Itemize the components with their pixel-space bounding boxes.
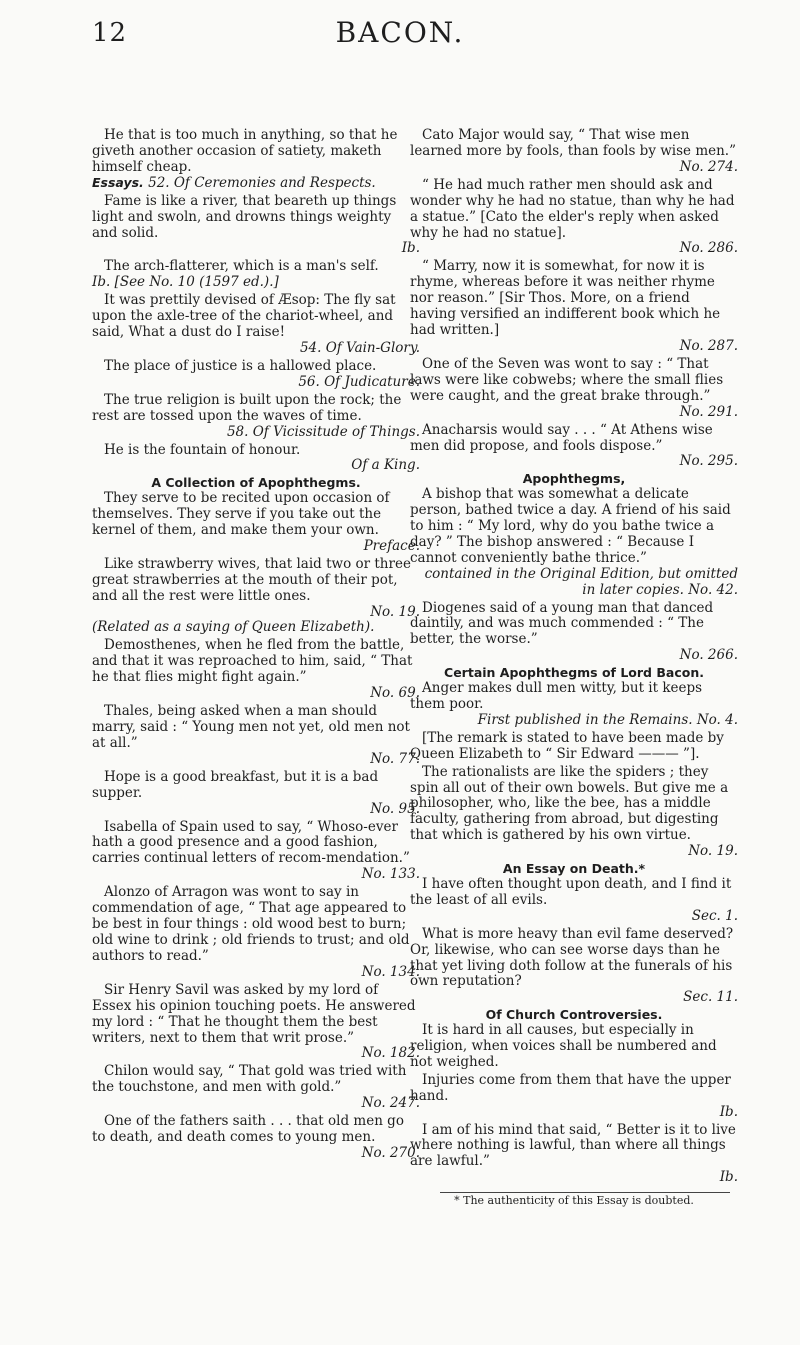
source-citation: Ib. <box>719 1169 738 1186</box>
quotation-entry <box>92 820 420 884</box>
quotation-text: I have often thought upon death, and I find it the least of all evils. <box>410 875 732 908</box>
quotation-entry <box>92 443 420 475</box>
source-citation: No. 133. <box>361 866 420 883</box>
quotation-entry <box>92 393 420 441</box>
quotation-entry <box>92 704 420 768</box>
source-citation: contained in the Original Edition, but omitted in later copies. No. 42. <box>424 565 738 598</box>
quotation-text: Sir Henry Savil was asked by my lord of Essex his opinion touching poets. He answered my lord : “ That he thought them the best writers, next to them that writ prose.” <box>92 981 416 1046</box>
quotation-entry <box>92 885 420 981</box>
source-citation: First published in the Remains. No. 4. <box>477 711 738 728</box>
quotation-entry <box>410 862 738 925</box>
source-citation: No. 287. <box>679 337 738 354</box>
quotation-text: Anger makes dull men witty, but it keeps them poor. <box>410 680 703 712</box>
running-title: BACON. <box>335 16 465 49</box>
source-citation: Sec. 1. <box>691 907 738 924</box>
quotation-entry <box>410 731 738 763</box>
quotation-entry <box>410 666 738 729</box>
quotation-text: Hope is a good breakfast, but it is a bad supper. <box>92 768 379 801</box>
quotation-entry <box>92 983 420 1063</box>
quotation-text: One of the fathers saith . . . that old men go to death, and death comes to young men. <box>92 1113 404 1146</box>
source-citation: No. 266. <box>679 647 738 664</box>
quotation-entry <box>92 770 420 818</box>
quotation-text: “ Marry, now it is somewhat, for now it is rhyme, whereas before it was neither rhyme nor reason.” [Sir Thos. More, on a friend having versified an indifferent book which he had written.] <box>410 258 721 339</box>
quotation-entry <box>92 359 420 391</box>
quotation-entry <box>410 357 738 421</box>
section-heading: A Collection of Apophthegms. <box>151 475 361 491</box>
source-citation: No. 134. <box>361 963 420 980</box>
quotation-entry <box>410 1073 738 1121</box>
quotation-text: A bishop that was somewhat a delicate person, bathed twice a day. A friend of his said to him : “ My lord, why do you bathe twice a day? ” The bishop answered : “ Because I cannot conveniently bathe thrice.” <box>410 486 731 566</box>
quotation-text: Isabella of Spain used to say, “ Whoso-ever hath a good presence and a good fashion, carries continual letters of recom-mendation.” <box>92 818 410 867</box>
source-citation: No. 19. <box>370 603 420 620</box>
section-heading: Certain Apophthegms of Lord Bacon. <box>444 665 704 681</box>
source-citation: 54. Of Vain-Glory. <box>299 339 420 356</box>
section-heading: Apophthegms, <box>522 471 626 487</box>
source-citation: Sec. 11. <box>683 989 738 1006</box>
source-citation: Preface. <box>363 537 420 554</box>
quotation-entry <box>92 476 420 554</box>
quotation-text: He that is too much in anything, so that he giveth another occasion of satiety, maketh himself cheap. <box>92 127 398 175</box>
source-citation: No. 270. <box>361 1144 420 1161</box>
source-citation: No. 19. <box>688 843 738 860</box>
quotation-entry <box>410 128 738 176</box>
quotation-entry <box>410 178 738 258</box>
quotation-text: Cato Major would say, “ That wise men learned more by fools, than fools by wise men.” <box>410 127 736 159</box>
quotation-entry <box>410 1123 738 1187</box>
source-citation: No. 286. <box>679 240 738 257</box>
quotation-text: Alonzo of Arragon was wont to say in commendation of age, “ That age appeared to be best in four things : old wood best to burn; old wine to drink ; old friends to trust; and old authors to read.” <box>92 884 410 964</box>
quotation-text: It is hard in all causes, but especially in religion, when voices shall be numbered and not weighed. <box>410 1022 717 1070</box>
quotation-text: Thales, being asked when a man should marry, said : “ Young men not yet, old men not at all.” <box>92 703 410 751</box>
quotation-text: The place of justice is a hallowed place. <box>104 357 377 374</box>
source-citation: No. 69. <box>370 685 420 702</box>
source-citation: No. 247. <box>361 1095 420 1112</box>
quotation-entry <box>92 557 420 637</box>
source-citation: No. 182. <box>361 1045 420 1062</box>
left-column <box>92 128 420 1164</box>
quotation-text: It was prettily devised of Æsop: The fly sat upon the axle-tree of the chariot-wheel, and said, What a dust do I raise! <box>92 292 396 341</box>
quotation-text: One of the Seven was wont to say : “ That laws were like cobwebs; where the small flies were caught, and the great brake through.” <box>410 355 724 404</box>
quotation-text: He is the fountain of honour. <box>104 441 301 458</box>
quotation-text: Injuries come from them that have the upper hand. <box>410 1071 731 1104</box>
quotation-entry <box>410 765 738 861</box>
quotation-text: Chilon would say, “ That gold was tried with the touchstone, and men with gold.” <box>92 1063 407 1096</box>
quotation-entry <box>92 259 420 291</box>
quotation-text: “ He had much rather men should ask and wonder why he had no statue, than why he had a statue.” [Cato the elder's reply when asked why he had no statue]. <box>410 176 735 241</box>
source-citation: Of a King. <box>351 457 420 474</box>
source-citation: No. 95. <box>370 800 420 817</box>
quotation-text: What is more heavy than evil fame deserved? Or, likewise, who can see worse days than he that yet living doth follow at the funerals of his own reputation? <box>410 925 734 990</box>
footnote: * The authenticity of this Essay is doubted. <box>454 1194 694 1208</box>
source-citation: No. 295. <box>679 453 738 470</box>
source-citation: 56. Of Judicature. <box>298 373 420 390</box>
quotation-text: Diogenes said of a young man that danced daintily, and was much commended : “ The better, the worse.” <box>410 599 714 648</box>
section-heading: Of Church Controversies. <box>485 1007 663 1023</box>
source-citation: Ib. <box>719 1103 738 1120</box>
quotation-entry <box>92 638 420 702</box>
quotation-entry <box>92 293 420 357</box>
quotation-entry <box>92 1114 420 1162</box>
source-citation: No. 291. <box>679 403 738 420</box>
attribution-note: (Related as a saying of Queen Elizabeth). <box>92 619 375 636</box>
source-citation: 58. Of Vicissitude of Things. <box>226 423 420 440</box>
quotation-entry <box>410 1008 738 1071</box>
source-citation: Ib. [See No. 10 (1597 ed.).] <box>92 274 279 291</box>
quotation-text: The true religion is built upon the rock; the rest are tossed upon the waves of time. <box>92 391 402 424</box>
source-citation: Ib. <box>401 240 420 257</box>
footnote-rule <box>440 1192 730 1193</box>
quotation-text: I am of his mind that said, “ Better is it to live where nothing is lawful, than where all things are lawful.” <box>410 1121 736 1170</box>
source-citation: No. 274. <box>679 158 738 175</box>
section-heading: An Essay on Death.* <box>502 861 646 877</box>
quotation-text: The arch-flatterer, which is a man's self. <box>104 258 379 275</box>
quotation-entry <box>410 927 738 1007</box>
quotation-entry <box>410 601 738 665</box>
quotation-text: The rationalists are like the spiders ; they spin all out of their own bowels. But give me a philosopher, who, like the bee, has a middle faculty, gathering from abroad, but digesting that which is gathered by his own virtue. <box>410 763 729 844</box>
quotation-entry <box>410 423 738 471</box>
quotation-entry <box>92 128 420 192</box>
quotation-text: Like strawberry wives, that laid two or three great strawberries at the mouth of their pot, and all the rest were little ones. <box>92 555 411 604</box>
quotation-entry <box>92 1064 420 1112</box>
quotation-entry <box>410 259 738 355</box>
source-citation: Essays. 52. Of Ceremonies and Respects. <box>92 174 376 191</box>
page-number: 12 <box>92 18 128 48</box>
quotation-text: [The remark is stated to have been made by Queen Elizabeth to “ Sir Edward ——— ”]. <box>410 729 724 762</box>
right-column <box>410 128 738 1208</box>
quotation-text: Anacharsis would say . . . “ At Athens wise men did propose, and fools dispose.” <box>410 421 713 454</box>
quotation-text: Demosthenes, when he fled from the battle, and that it was reproached to him, said, “ That he that flies might fight again.” <box>92 637 413 686</box>
quotation-text: They serve to be recited upon occasion of themselves. They serve if you take out the kernel of them, and make them your own. <box>92 490 390 538</box>
source-citation: No. 77. <box>370 750 420 767</box>
quotation-text: Fame is like a river, that beareth up things light and swoln, and drowns things weighty and solid. <box>92 192 397 241</box>
quotation-entry <box>410 472 738 598</box>
quotation-entry <box>92 194 420 258</box>
